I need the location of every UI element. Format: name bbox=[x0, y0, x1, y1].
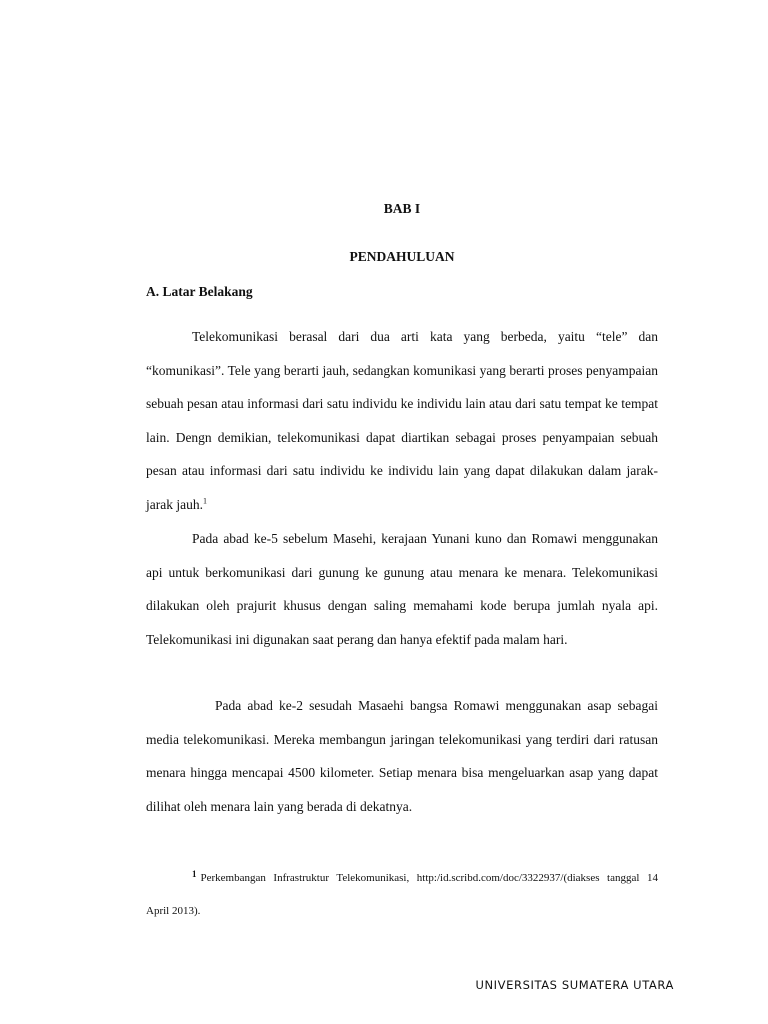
paragraph-1 bbox=[146, 320, 658, 522]
footnote-marker: 1 bbox=[192, 869, 197, 879]
paragraph-2: Pada abad ke-5 sebelum Masehi, kerajaan Yunani kuno dan Romawi menggunakan api untuk berkomunikasi dari gunung ke gunung atau menara ke menara. Telekomunikasi dilakukan oleh prajurit khusus dengan saling memahami kode berupa jumlah nyala api. Telekomunikasi ini digunakan saat perang dan hanya efektif pada malam hari. bbox=[146, 531, 658, 647]
footnote-reference: 1 bbox=[202, 496, 207, 506]
university-footer: UNIVERSITAS SUMATERA UTARA bbox=[475, 978, 674, 992]
paragraph-1-text: Telekomunikasi berasal dari dua arti kata yang berbeda, yaitu “tele” dan “komunikasi”. Tele yang berarti jauh, sedangkan komunikasi yang berarti proses penyampaian sebuah pesan atau informasi dari satu individu ke individu lain atau dari satu tempat ke tempat lain. Dengn demikian, telekomunikasi dapat diartikan sebagai proses penyampaian sebuah pesan atau informasi dari satu individu ke individu lain yang dapat dilakukan dalam jarak-jarak jauh. bbox=[146, 329, 658, 512]
section-heading: A. Latar Belakang bbox=[146, 284, 253, 299]
chapter-title: PENDAHULUAN bbox=[349, 249, 455, 264]
paragraph-3: Pada abad ke-2 sesudah Masaehi bangsa Romawi menggunakan asap sebagai media telekomunikasi. Mereka membangun jaringan telekomunikasi yang terdiri dari ratusan menara hingga mencapai 4500 kilometer. Setiap menara bisa mengeluarkan asap yang dapat dilihat oleh menara lain yang berada di dekatnya. bbox=[146, 698, 658, 814]
chapter-heading: BAB I bbox=[383, 201, 421, 216]
footnote bbox=[146, 858, 658, 928]
footnote-text: Perkembangan Infrastruktur Telekomunikasi, http:/id.scribd.com/doc/3322937/(diakses tanggal 14 April 2013). bbox=[146, 872, 658, 917]
